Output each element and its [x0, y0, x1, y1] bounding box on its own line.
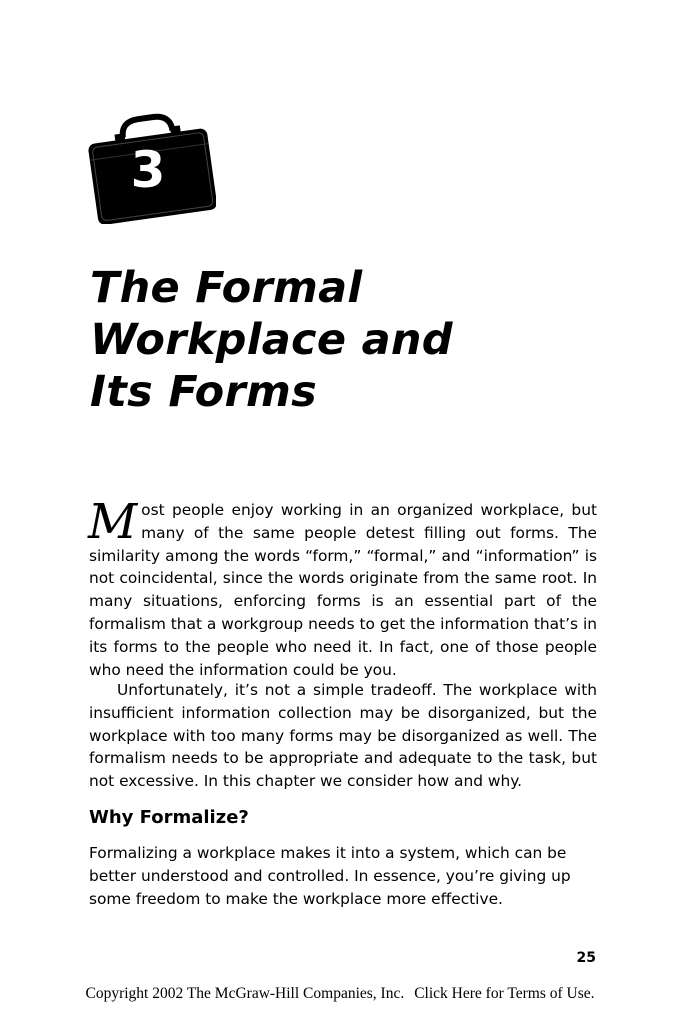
intro-paragraph	[88, 494, 597, 681]
terms-of-use-link[interactable]: Click Here for Terms of Use.	[414, 985, 595, 1002]
chapter-number: 3	[130, 141, 166, 199]
section-paragraph: Formalizing a workplace makes it into a system, which can be better understood and controlled. In essence, you’re giving up some freedom to make the workplace more effective.	[89, 844, 571, 908]
second-paragraph-text: Unfortunately, it’s not a simple tradeoff. The workplace with insufficient information collection may be disorganized, but the workplace with too many forms may be disorganized as well. The formalism needs to be appropriate and adequate to the task, but not excessive. In this chapter we consider how and why.	[89, 681, 597, 791]
chapter-title-line: Its Forms	[90, 367, 318, 417]
intro-paragraph-text: ost people enjoy working in an organized workplace, but many of the same people detest filling out forms. The similarity among the words “form,” “formal,” and “information” is not coincidental, since the words originate from the same root. In many situations, enforcing forms is an essential part of the formalism that a workgroup needs to get the information that’s in its forms to the people who need it. In fact, one of those people who need the information could be you.	[89, 501, 597, 679]
page-number: 25	[576, 950, 596, 966]
second-paragraph	[89, 679, 597, 793]
footer	[0, 985, 680, 1003]
chapter-title	[90, 262, 453, 418]
copyright-text: Copyright 2002 The McGraw-Hill Companies, Inc.	[85, 985, 405, 1002]
drop-cap: M	[88, 494, 138, 550]
chapter-title-line: Workplace and	[90, 315, 453, 365]
section-heading: Why Formalize?	[89, 807, 249, 828]
chapter-title-line: The Formal	[90, 263, 363, 313]
